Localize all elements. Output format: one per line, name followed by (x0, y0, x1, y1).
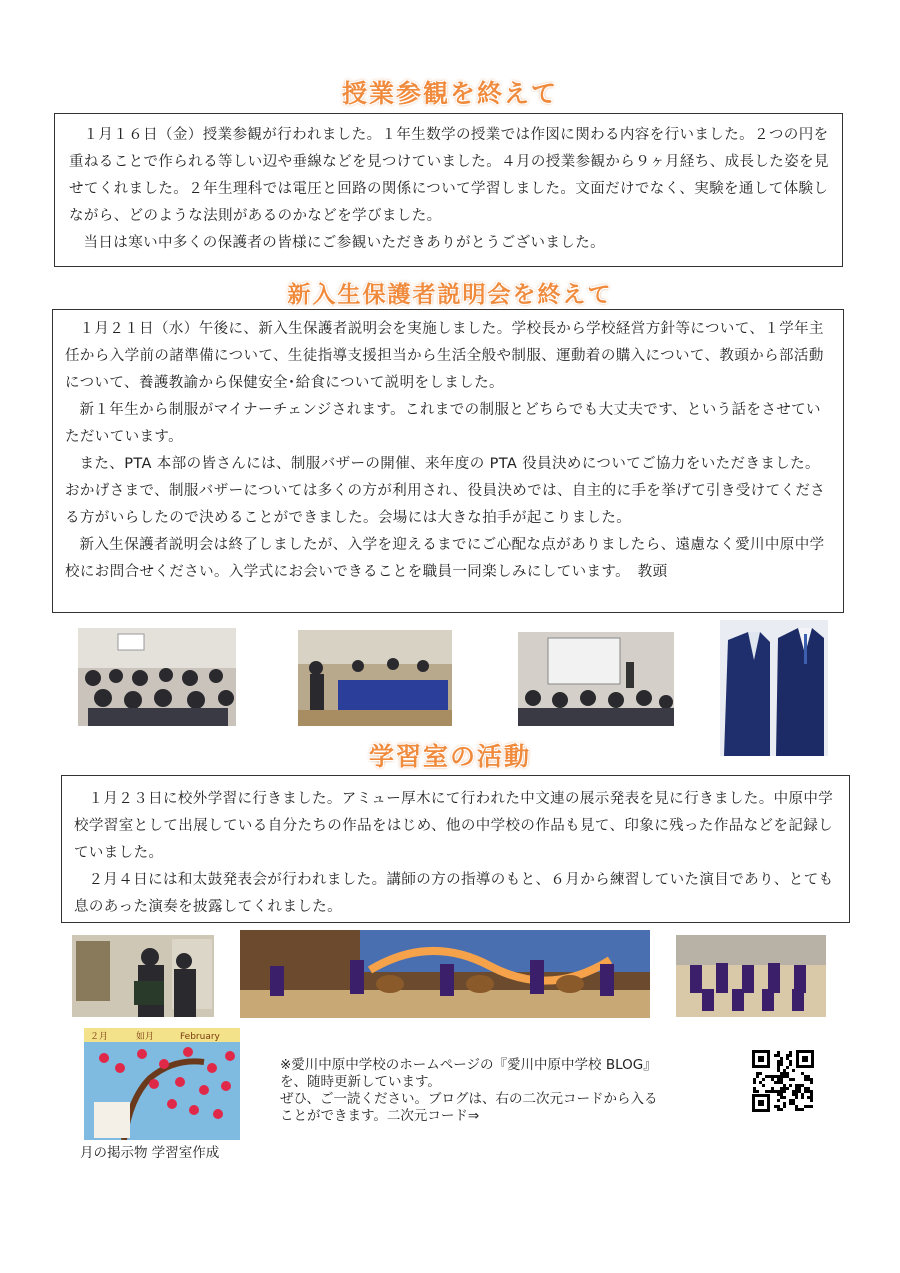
qr-module (783, 1087, 786, 1090)
blog-notice-line: ※愛川中原中学校のホームページの『愛川中原中学校 BLOG』 (280, 1057, 657, 1073)
qr-module (765, 1090, 768, 1093)
qr-module (798, 1087, 801, 1090)
qr-module (777, 1066, 780, 1069)
qr-module (789, 1102, 792, 1105)
qr-module (792, 1093, 795, 1096)
qr-module (774, 1075, 777, 1078)
qr-module (780, 1075, 783, 1078)
qr-module (801, 1096, 804, 1099)
qr-module (771, 1087, 774, 1090)
photo-briefing-presentation (518, 632, 674, 726)
qr-module (795, 1108, 798, 1111)
blog-notice-line: ことができます。二次元コード⇒ (280, 1108, 480, 1124)
qr-module (807, 1078, 810, 1081)
blog-notice-line: を、随時更新しています。 (280, 1074, 441, 1090)
qr-module (789, 1063, 792, 1066)
qr-module (777, 1063, 780, 1066)
qr-module (783, 1102, 786, 1105)
qr-module (780, 1096, 783, 1099)
photo-exhibition-visit (72, 935, 214, 1017)
qr-module (789, 1051, 792, 1054)
qr-module (774, 1081, 777, 1084)
qr-module (789, 1099, 792, 1102)
qr-module (780, 1093, 783, 1096)
photo-taiko-performance (240, 930, 650, 1018)
qr-module (759, 1072, 762, 1075)
board-label-february: February (180, 1032, 220, 1042)
qr-module (780, 1081, 783, 1084)
qr-module (801, 1084, 804, 1087)
qr-module (777, 1090, 780, 1093)
qr-module (756, 1075, 759, 1078)
qr-module (798, 1108, 801, 1111)
qr-module (777, 1069, 780, 1072)
qr-module (807, 1075, 810, 1078)
qr-module (780, 1057, 783, 1060)
qr-module (780, 1072, 783, 1075)
qr-module (783, 1072, 786, 1075)
qr-module (789, 1084, 792, 1087)
qr-module (789, 1078, 792, 1081)
section-heading-study-room: 学習室の活動 (368, 742, 531, 771)
qr-module (777, 1060, 780, 1063)
qr-module (777, 1075, 780, 1078)
paragraph: 新１年生から制服がマイナーチェンジされます。これまでの制服とどちらでも大丈夫です、という話をさせていただいています。 (65, 402, 821, 445)
qr-module (786, 1072, 789, 1075)
qr-module (780, 1063, 783, 1066)
qr-module (801, 1072, 804, 1075)
photo-school-uniforms (720, 620, 828, 756)
qr-module (810, 1093, 813, 1096)
qr-module (795, 1105, 798, 1108)
qr-module (777, 1081, 780, 1084)
qr-module (810, 1090, 813, 1093)
qr-module (771, 1078, 774, 1081)
qr-module (801, 1093, 804, 1096)
qr-module (792, 1102, 795, 1105)
qr-module (774, 1054, 777, 1057)
qr-module (765, 1075, 768, 1078)
qr-module (780, 1090, 783, 1093)
qr-module (804, 1087, 807, 1090)
qr-module (777, 1099, 780, 1102)
qr-module (756, 1090, 759, 1093)
qr-module (786, 1075, 789, 1078)
qr-module (753, 1087, 756, 1090)
qr-module (777, 1078, 780, 1081)
qr-module (792, 1090, 795, 1093)
qr-module (753, 1078, 756, 1081)
qr-module (798, 1090, 801, 1093)
paragraph: １月２１日（水）午後に、新入生保護者説明会を実施しました。学校長から学校経営方針等について、１学年主任から入学前の諸準備について、生徒指導支援担当から生活全般や制服、運動着の購入について、教頭から部活動について、養護教諭から保健安全･給食について説明をしました。 (65, 321, 824, 391)
qr-module (807, 1105, 810, 1108)
qr-module (768, 1075, 771, 1078)
qr-module (783, 1105, 786, 1108)
qr-module (759, 1081, 762, 1084)
qr-module (792, 1099, 795, 1102)
photo-briefing-audience (78, 628, 236, 726)
qr-module (801, 1108, 804, 1111)
qr-module (777, 1051, 780, 1054)
qr-module (780, 1060, 783, 1063)
paragraph: １月１６日（金）授業参観が行われました。１年生数学の授業では作図に関わる内容を行いました。２つの円を重ねることで作られる等しい辺や垂線などを見つけていました。４月の授業参観から９ヶ月経ち、成長した姿を見せてくれました。２年生理科では電圧と回路の関係について学習しました。文面だけでなく、実験を通して体験しながら、どのような法則があるのかなどを学びました。 (69, 127, 829, 224)
qr-module (795, 1090, 798, 1093)
qr-module (780, 1108, 783, 1111)
qr-module (777, 1105, 780, 1108)
qr-module (783, 1096, 786, 1099)
qr-module (771, 1075, 774, 1078)
blog-notice (280, 1057, 657, 1125)
qr-module (804, 1090, 807, 1093)
qr-module (762, 1084, 765, 1087)
qr-module (789, 1054, 792, 1057)
photo-taiko-group (676, 935, 826, 1017)
qr-module (783, 1090, 786, 1093)
board-label-month: ２月 (90, 1032, 109, 1042)
blog-notice-line: ぜひ、ご一読ください。ブログは、右の二次元コードから入る (280, 1091, 658, 1107)
qr-module (777, 1054, 780, 1057)
paragraph: １月２３日に校外学習に行きました。アミュー厚木にて行われた中文連の展示発表を見に行きました。中原中学校学習室として出展している自分たちの作品をはじめ、他の中学校の作品も見て、印象に残った作品などを記録していました。 (74, 791, 834, 861)
section-box-open-class (54, 113, 843, 267)
qr-module (804, 1075, 807, 1078)
qr-module (774, 1090, 777, 1093)
qr-module (804, 1078, 807, 1081)
paragraph: ２月４日には和太鼓発表会が行われました。講師の方の指導のもと、６月から練習していた演目であり、とても息のあった演奏を披露してくれました。 (74, 872, 834, 915)
qr-module (780, 1078, 783, 1081)
qr-module (807, 1087, 810, 1090)
paragraph: 新入生保護者説明会は終了しましたが、入学を迎えるまでにご心配な点がありましたら、遠慮なく愛川中原中学校にお問合せください。入学式にお会いできることを職員一同楽しみにしています。 教頭 (65, 537, 825, 580)
qr-module (753, 1081, 756, 1084)
qr-module (780, 1087, 783, 1090)
paragraph: また、PTA 本部の皆さんには、制服バザーの開催、来年度の PTA 役員決めについてご協力をいただきました。おかげさまで、制服バザーについては多くの方が利用され、役員決めでは、自主的に手を挙げて引き受けてくださる方がいらしたので決めることができました。会場には大きな拍手が起こりました。 (65, 456, 826, 526)
qr-module (810, 1078, 813, 1081)
qr-module (768, 1090, 771, 1093)
qr-module (786, 1054, 789, 1057)
board-label-kisaragi: 如月 (136, 1032, 155, 1042)
qr-module (786, 1066, 789, 1069)
section-heading-parent-briefing: 新入生保護者説明会を終えて (287, 282, 613, 308)
qr-module (810, 1081, 813, 1084)
qr-module (753, 1090, 756, 1093)
board-caption: 月の掲示物 学習室作成 (80, 1145, 220, 1161)
qr-module (792, 1069, 795, 1072)
qr-module (807, 1096, 810, 1099)
section-box-parent-briefing (52, 309, 844, 613)
section-heading-open-class: 授業参観を終えて (341, 79, 558, 108)
qr-module (792, 1078, 795, 1081)
qr-module (771, 1090, 774, 1093)
qr-module (774, 1105, 777, 1108)
qr-module (795, 1096, 798, 1099)
qr-module (789, 1060, 792, 1063)
qr-module (798, 1084, 801, 1087)
qr-module (810, 1096, 813, 1099)
qr-module (783, 1069, 786, 1072)
qr-module (795, 1093, 798, 1096)
qr-module (762, 1078, 765, 1081)
qr-module (810, 1105, 813, 1108)
qr-module (756, 1072, 759, 1075)
qr-module (786, 1087, 789, 1090)
paragraph: 当日は寒い中多くの保護者の皆様にご参観いただきありがとうございました。 (83, 235, 605, 251)
qr-code-icon[interactable] (752, 1050, 814, 1112)
qr-module (786, 1057, 789, 1060)
section-box-study-room (61, 775, 850, 923)
photo-monthly-board (84, 1028, 240, 1140)
qr-module (783, 1075, 786, 1078)
qr-module (783, 1084, 786, 1087)
qr-module (777, 1108, 780, 1111)
photo-uniform-bazaar (298, 630, 452, 726)
qr-module (777, 1093, 780, 1096)
qr-module (795, 1084, 798, 1087)
qr-module (810, 1099, 813, 1102)
qr-module (807, 1090, 810, 1093)
qr-module (795, 1087, 798, 1090)
qr-module (804, 1105, 807, 1108)
